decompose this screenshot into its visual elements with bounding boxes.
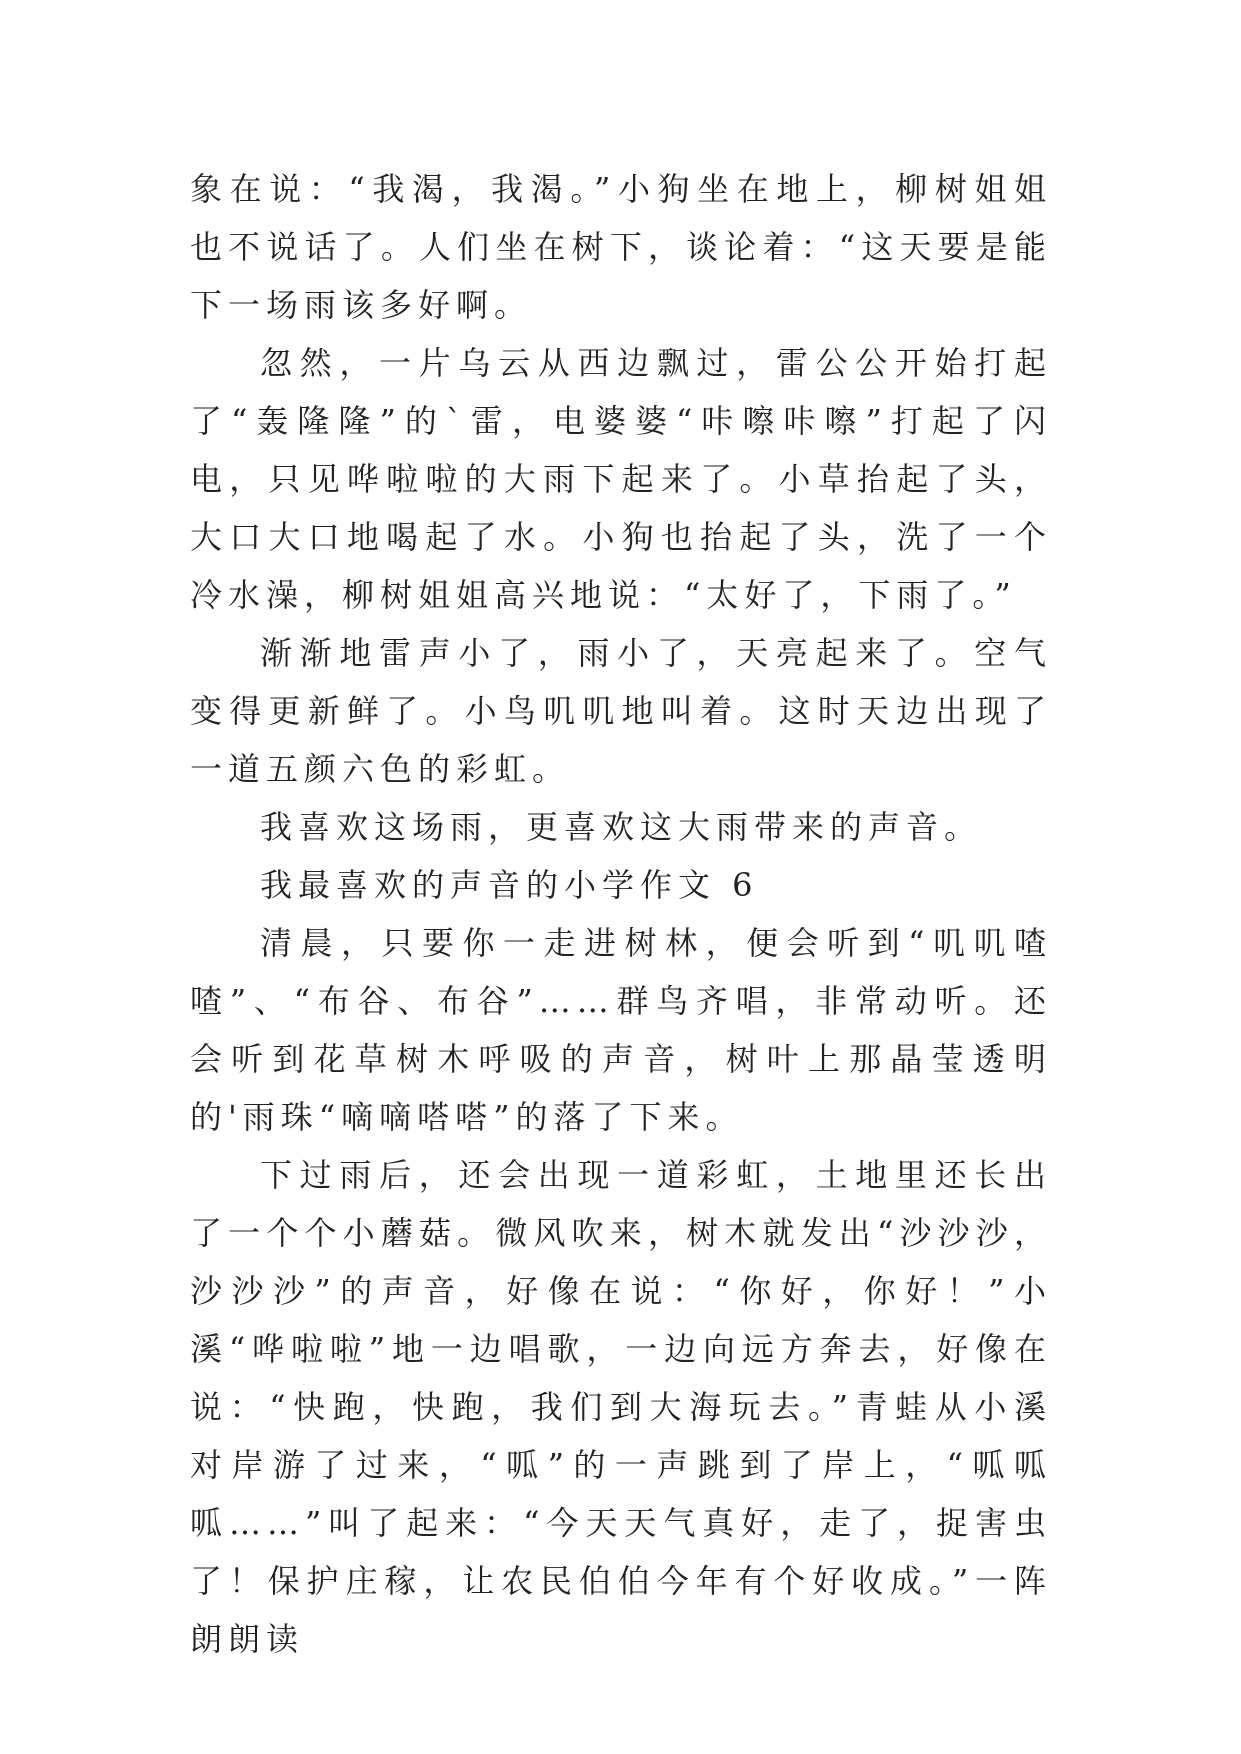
- paragraph-3: 渐渐地雷声小了，雨小了，天亮起来了。空气变得更新鲜了。小鸟叽叽地叫着。这时天边出现了一道五颜六色的彩虹。: [190, 634, 1052, 788]
- paragraph-6: 清晨，只要你一走进树林，便会听到“叽叽喳喳”、“布谷、布谷”……群鸟齐唱，非常动听。还会听到花草树木呼吸的声音，树叶上那晶莹透明的'雨珠“嘀嘀嗒嗒”的落了下来。: [190, 924, 1052, 1136]
- section-heading: 我最喜欢的声音的小学作文 6: [260, 866, 759, 904]
- paragraph-4: 我喜欢这场雨，更喜欢这大雨带来的声音。: [260, 808, 983, 846]
- paragraph-2: 忽然，一片乌云从西边飘过，雷公公开始打起了“轰隆隆”的`雷，电婆婆“咔嚓咔嚓”打起了闪电，只见哗啦啦的大雨下起来了。小草抬起了头，大口大口地喝起了水。小狗也抬起了头，洗了一个冷水澡，柳树姐姐高兴地说：“太好了，下雨了。”: [190, 344, 1052, 614]
- paragraph-7: 下过雨后，还会出现一道彩虹，土地里还长出了一个个小蘑菇。微风吹来，树木就发出“沙沙沙，沙沙沙”的声音，好像在说：“你好，你好！”小溪“哗啦啦”地一边唱歌，一边向远方奔去，好像在说：“快跑，快跑，我们到大海玩去。”青蛙从小溪对岸游了过来，“呱”的一声跳到了岸上，“呱呱呱……”叫了起来：“今天天气真好，走了，捉害虫了！保护庄稼，让农民伯伯今年有个好收成。”一阵朗朗读: [190, 1156, 1052, 1658]
- paragraph-1: 象在说：“我渴，我渴。”小狗坐在地上，柳树姐姐也不说话了。人们坐在树下，谈论着：“这天要是能下一场雨该多好啊。: [190, 170, 1052, 324]
- document-body: [190, 160, 1052, 1668]
